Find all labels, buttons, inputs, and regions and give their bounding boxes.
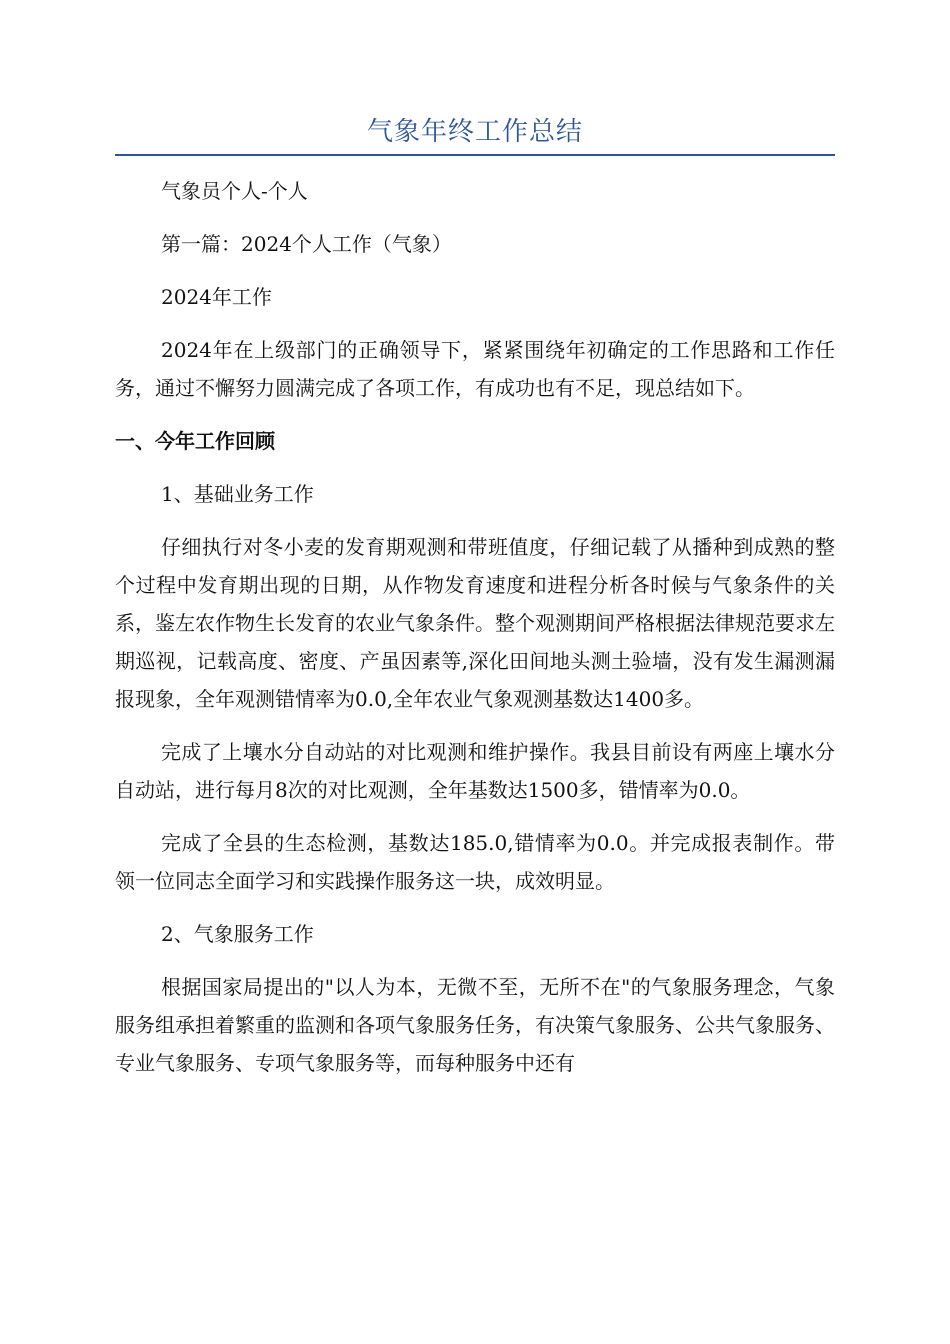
document-title: 气象年终工作总结 (366, 117, 583, 147)
subsection-heading-basic-work: 1、基础业务工作 (161, 482, 314, 506)
subsection-heading-service-work: 2、气象服务工作 (161, 922, 314, 946)
paragraph-chapter-title: 第一篇：2024个人工作（气象） (161, 232, 452, 256)
document-body (115, 172, 835, 1097)
paragraph-service-concept: 根据国家局提出的"以人为本，无微不至，无所不在"的气象服务理念，气象服务组承担着繁重的监测和各项气象服务任务，有决策气象服务、公共气象服务、专业气象服务、专项气象服务等，而每种服务中还有 (115, 975, 835, 1075)
paragraph-soil-station: 完成了上壤水分自动站的对比观测和维护操作。我县目前设有两座上壤水分自动站，进行每月8次的对比观测，全年基数达1500多，错情率为0.0。 (115, 740, 835, 802)
paragraph-wheat-observation: 仔细执行对冬小麦的发育期观测和带班值度，仔细记载了从播种到成熟的整个过程中发育期出现的日期，从作物发育速度和进程分析各时候与气象条件的关系，鉴左农作物生长发育的农业气象条件。整个观测期间严格根据法律规范要求左期巡视，记载高度、密度、产虽因素等,深化田间地头测土验墙，没有发生漏测漏报现象，全年观测错情率为0.0,全年农业气象观测基数达1400多。 (115, 535, 835, 711)
title-underline (115, 154, 835, 156)
paragraph-intro: 2024年在上级部门的正确领导下，紧紧围绕年初确定的工作思路和工作任务，通过不懈努力圆满完成了各项工作，有成功也有不足，现总结如下。 (115, 338, 835, 400)
paragraph-author-line: 气象员个人-个人 (161, 179, 308, 203)
paragraph-eco-monitoring: 完成了全县的生态检测，基数达185.0,错情率为0.0。并完成报表制作。带领一位同志全面学习和实践操作服务这一块，成效明显。 (115, 831, 835, 893)
section-heading: 一、今年工作回顾 (115, 429, 275, 453)
paragraph-subtitle: 2024年工作 (161, 285, 272, 309)
